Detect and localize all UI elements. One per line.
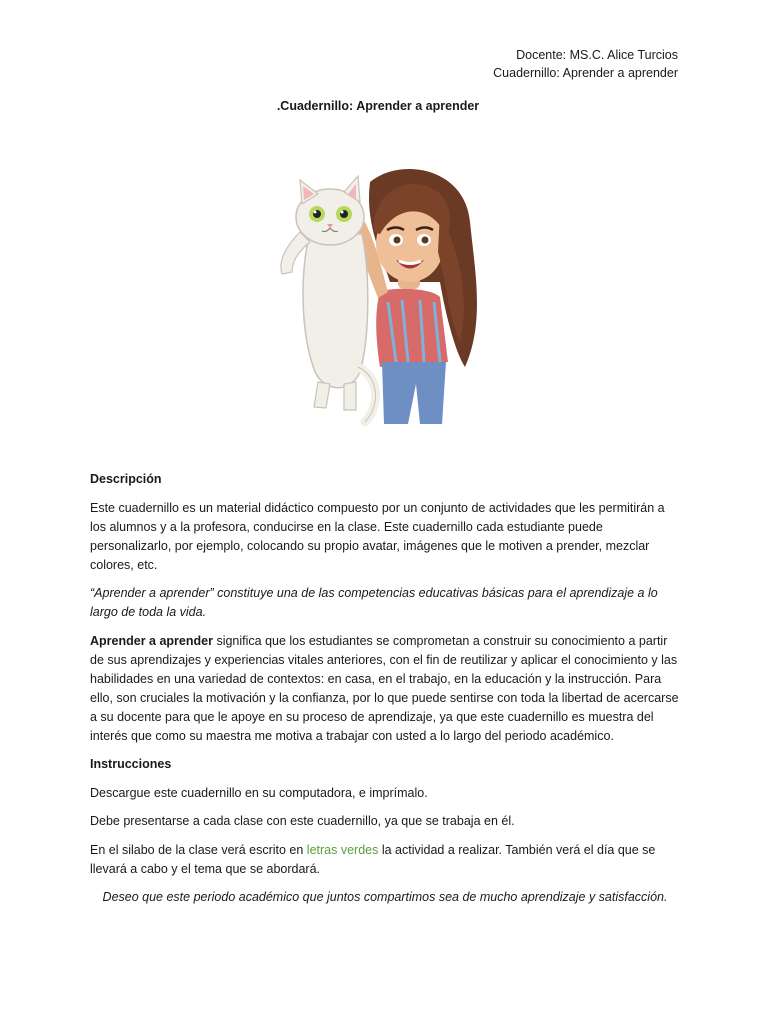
quote-paragraph: “Aprender a aprender” constituye una de las competencias educativas básicas para el aprendizaje a lo largo de toda la vida. <box>90 586 658 619</box>
learn-paragraph <box>90 632 680 746</box>
green-letters-text: letras verdes <box>306 842 379 857</box>
avatar-with-cat-icon <box>270 162 490 430</box>
description-paragraph: Este cuadernillo es un material didáctico compuesto por un conjunto de actividades que les permitirán a los alumnos y a la profesora, conducirse en la clase. Este cuadernillo cada estudiante puede personalizarlo, por ejemplo, colocando su propio avatar, imágenes que le motiven a prender, mezclar colores, etc. <box>90 500 665 572</box>
step3-before: En el silabo de la clase verá escrito en <box>90 842 307 857</box>
step3-after: la actividad a realizar. También verá el día que se llevará a cabo y el tema que se abordará. <box>90 842 656 876</box>
notebook-line: Cuadernillo: Aprender a aprender <box>493 66 678 80</box>
header-block <box>493 46 678 82</box>
learn-lead: Aprender a aprender <box>90 633 213 648</box>
instruction-step-2: Debe presentarse a cada clase con este cuadernillo, ya que se trabaja en él. <box>90 814 515 828</box>
instruction-step-3 <box>90 841 680 879</box>
teacher-line: Docente: MS.C. Alice Turcios <box>516 48 678 62</box>
document-body <box>90 470 680 917</box>
instruction-step-1: Descargue este cuadernillo en su computadora, e imprímalo. <box>90 785 428 800</box>
description-heading: Descripción <box>90 472 162 486</box>
instructions-heading: Instrucciones <box>90 757 172 771</box>
learn-rest: significa que los estudiantes se comprometan a construir su conocimiento a partir de sus aprendizajes y experiencias vitales anteriores, con el fin de reutilizar y aplicar el conocimiento y las habilidades en una variedad de contextos: en casa, en el trabajo, en la educación y la instrucción. Para ello, son cruciales la motivación y la confianza, por lo que puede sentirse con toda la libertad de acercarse a su docente para que le apoye en su proceso de aprendizaje, ya que este cuadernillo es muestra del interés que como su maestra me motiva a trabajar con usted a lo largo del periodo académico. <box>90 633 679 743</box>
closing-wish: Deseo que este periodo académico que juntos compartimos sea de mucho aprendizaje y satisfacción. <box>102 890 668 904</box>
page-title: .Cuadernillo: Aprender a aprender <box>276 99 480 113</box>
